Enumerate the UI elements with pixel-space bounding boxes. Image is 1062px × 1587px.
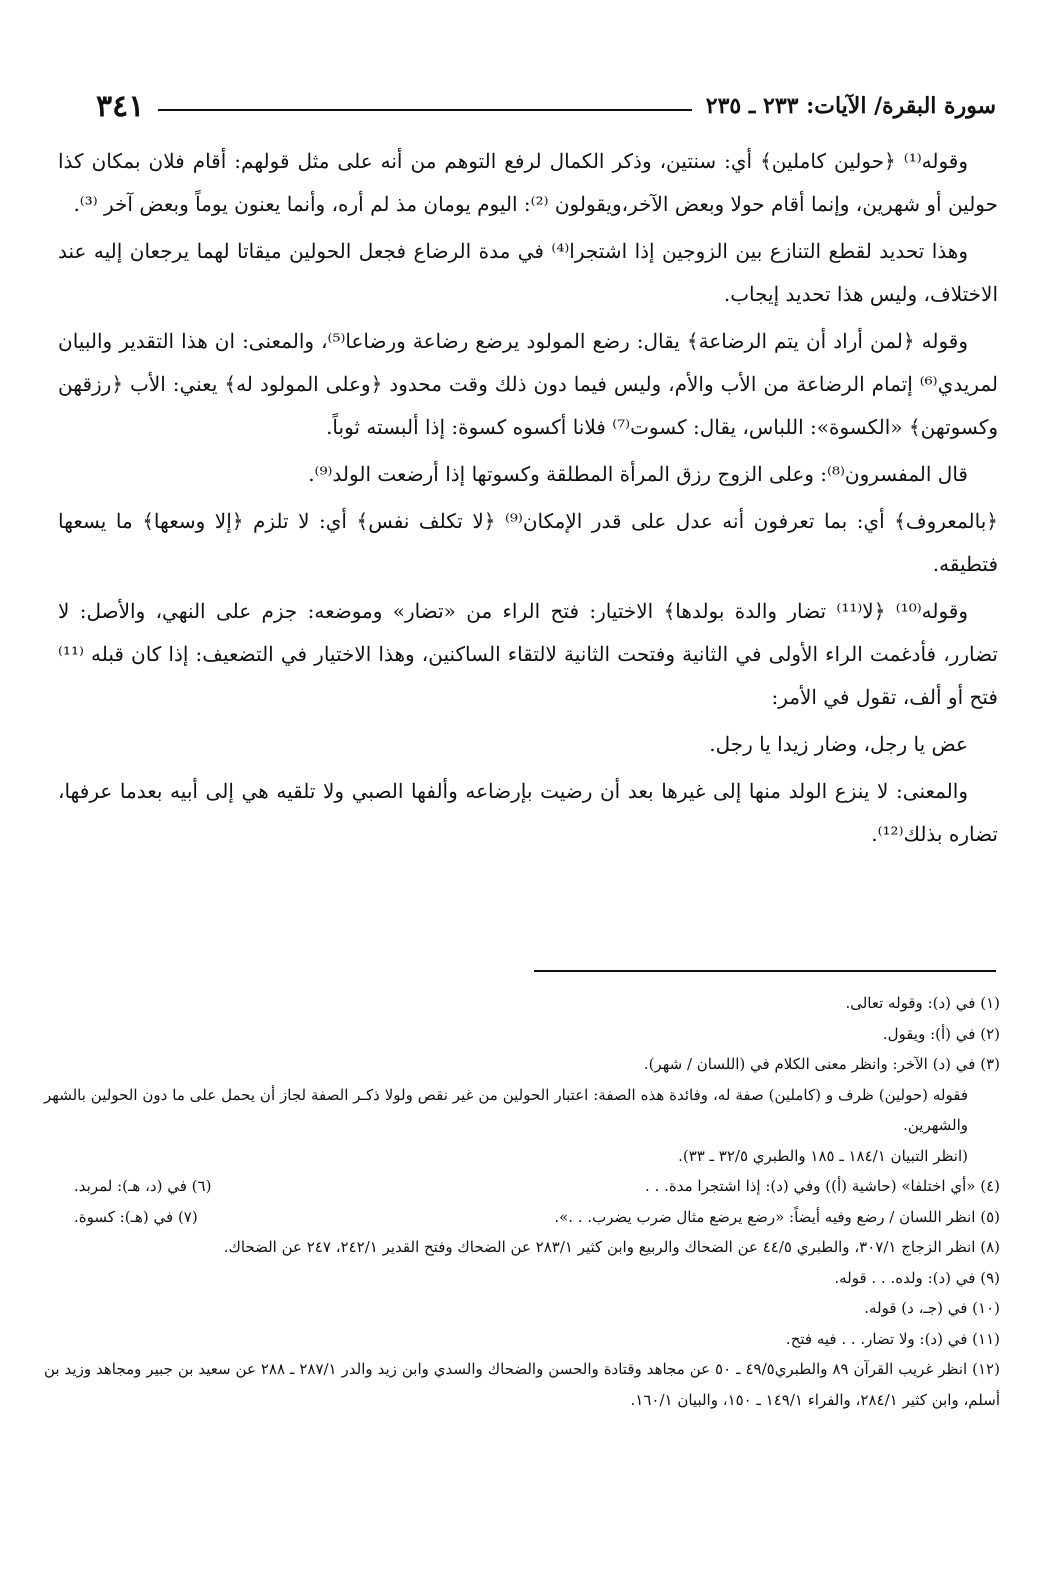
paragraph: ﴿بالمعروف﴾ أي: بما تعرفون أنه عدل على قدر الإمكان⁽⁹⁾ ﴿لا تكلف نفس﴾ أي: لا تلزم ﴿إلا وسعها﴾ ما يسعها فتطيقه.	[58, 509, 998, 576]
footnote: (٨) انظر الزجاج ٣٠٧/١، والطبري ٤٤/٥ عن الضحاك والربيع وابن كثير ٢٨٣/١ عن الضحاك وفتح القدير ٢٤٢/١، ٢٤٧ عن الضحاك.	[223, 1238, 1000, 1256]
paragraph: وقوله⁽¹⁾ ﴿حولين كاملين﴾ أي: سنتين، وذكر الكمال لرفع التوهم من أنه على مثل قولهم: أقام فلان بمكان كذا حولين أو شهرين، وإنما أقام حولا وبعض الآخر،ويقولون ⁽²⁾: اليوم يومان مذ لم أره، وأنما يعنون يوماً وبعض آخر ⁽³⁾.	[58, 149, 998, 216]
paragraph: وقوله ﴿لمن أراد أن يتم الرضاعة﴾ يقال: رضع المولود يرضع رضاعة ورضاعا⁽⁵⁾، والمعنى: ان هذا التقدير والبيان لمريدي⁽⁶⁾ إتمام الرضاعة من الأب والأم، وليس فيما دون ذلك وقت محدود ﴿وعلى المولود له﴾ يعني: الأب ﴿رزقهن وكسوتهن﴾ «الكسوة»: اللباس، يقال: كسوت⁽⁷⁾ فلانا أكسوه كسوة: إذا ألبسته ثوباً.	[58, 329, 998, 439]
footnote-separator	[534, 970, 996, 972]
footnote: (١٢) انظر غريب القرآن ٨٩ والطبري٤٩/٥ ـ ٥٠ عن مجاهد وقتادة والحسن والضحاك والسدي وابن زيد والدر ٢٨٧/١ ـ ٢٨٨ عن سعيد بن جبير ومجاهد وزيد بن أسلم، وابن كثير ٢٨٤/١، والفراء ١٤٩/١ ـ ١٥٠، والبيان ١٦٠/١.	[44, 1360, 1000, 1409]
footnote: (٤) «أي اختلفا» (حاشية (أ)) وفي (د): إذا اشتجرا مدة. . .	[645, 1177, 1000, 1195]
page-header	[96, 86, 996, 126]
page-number: ٣٤١	[96, 88, 145, 124]
footnote: (٩) في (د): ولده. . . قوله.	[834, 1268, 1000, 1287]
footnote: (٥) انظر اللسان / رضع وفيه أيضاً: «رضع يرضع مثال ضرب يضرب. . .».	[554, 1207, 1000, 1226]
footnote: (٣) في (د) الآخر: وانظر معنى الكلام في (اللسان / شهر).	[643, 1055, 1000, 1073]
footnote: (٢) في (أ): ويقول.	[882, 1024, 1000, 1043]
surah-title: سورة البقرة/ الآيات: ٢٣٣ ـ ٢٣٥	[705, 93, 996, 119]
footnote-row	[44, 1202, 1000, 1233]
header-rule	[158, 109, 691, 111]
paragraph: عض يا رجل، وضار زيدا يا رجل.	[709, 732, 968, 756]
footnote-continuation: (انظر التبيان ١٨٤/١ ـ ١٨٥ والطبري ٣٢/٥ ـ ٣٣).	[678, 1146, 968, 1165]
footnote-continuation: فقوله (حولين) ظرف و (كاملين) صفة له، وفائدة هذه الصفة: اعتبار الحولين من غير نقص ولولا ذكـر الصفة لجاز أن يحمل على ما دون الحولين بالشهر والشهرين.	[44, 1085, 968, 1134]
paragraph: وقوله⁽¹⁰⁾ ﴿لا⁽¹¹⁾ تضار والدة بولدها﴾ الاختيار: فتح الراء من «تضار» وموضعه: جزم على النهي، والأصل: لا تضارر، فأدغمت الراء الأولى في الثانية وفتحت الثانية لالتقاء الساكنين، وهذا الاختيار في التضعيف: إذا كان قبله ⁽¹¹⁾ فتح أو ألف، تقول في الأمر:	[58, 599, 998, 709]
paragraph: وهذا تحديد لقطع التنازع بين الزوجين إذا اشتجرا⁽⁴⁾ في مدة الرضاع فجعل الحولين ميقاتا لهما يرجعان إليه عند الاختلاف، وليس هذا تحديد إيجاب.	[58, 239, 998, 306]
paragraph: قال المفسرون⁽⁸⁾: وعلى الزوج رزق المرأة المطلقة وكسوتها إذا أرضعت الولد⁽⁹⁾.	[308, 462, 968, 486]
footnote-row	[44, 1171, 1000, 1202]
main-text	[58, 140, 998, 860]
footnote: (٦) في (د، هـ): لمربد.	[74, 1177, 212, 1195]
footnote: (١) في (د): وقوله تعالى.	[845, 994, 1000, 1012]
footnote: (١٠) في (جـ، د) قوله.	[864, 1299, 1000, 1317]
footnote: (١١) في (د): ولا تضار. . . فيه فتح.	[785, 1329, 1000, 1348]
paragraph: والمعنى: لا ينزع الولد منها إلى غيرها بعد أن رضيت بإرضاعه وألفها الصبي ولا تلقيه هي إلى أبيه بعدما عرفها، تضاره بذلك⁽¹²⁾.	[58, 779, 998, 846]
footnote: (٧) في (هـ): كسوة.	[74, 1207, 198, 1226]
footnotes	[44, 988, 1000, 1415]
